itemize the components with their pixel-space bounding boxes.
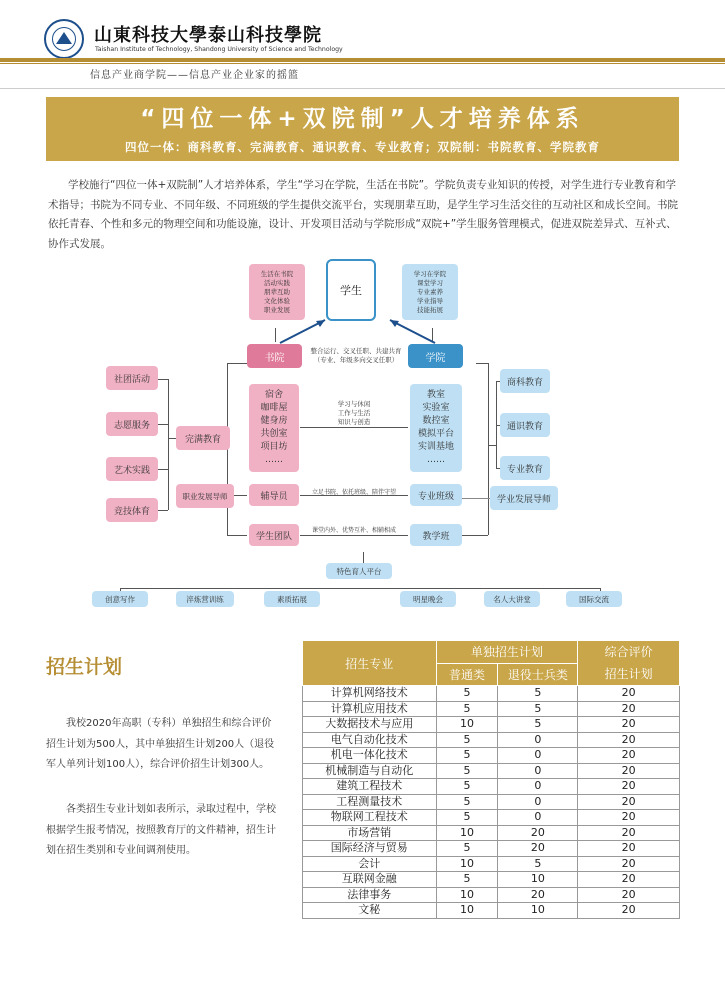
cell-comp: 20 bbox=[578, 686, 680, 702]
connector bbox=[300, 427, 408, 428]
table-row bbox=[303, 763, 680, 779]
header-divider bbox=[0, 58, 725, 62]
cell-veteran: 0 bbox=[498, 810, 578, 826]
cell-normal: 5 bbox=[436, 810, 498, 826]
header-divider-thin bbox=[0, 63, 725, 64]
cell-major: 市场营销 bbox=[303, 825, 437, 841]
table-row bbox=[303, 701, 680, 717]
cell-major: 工程测量技术 bbox=[303, 794, 437, 810]
school-name-en: Taishan Institute of Technology, Shandong University of Science and Technology bbox=[95, 46, 343, 53]
study-mentor-node: 学业发展导师 bbox=[490, 486, 558, 510]
cell-major: 互联网金融 bbox=[303, 872, 437, 888]
banner-subtitle: 四位一体：商科教育、完满教育、通识教育、专业教育；双院制：书院教育、学院教育 bbox=[125, 140, 600, 154]
cell-comp: 20 bbox=[578, 701, 680, 717]
cell-comp: 20 bbox=[578, 825, 680, 841]
table-row bbox=[303, 686, 680, 702]
team-note: 课堂内外、优势互补、相辅相成 bbox=[311, 527, 396, 534]
platform-node: 特色育人平台 bbox=[326, 563, 392, 579]
cell-major: 计算机应用技术 bbox=[303, 701, 437, 717]
cell-veteran: 5 bbox=[498, 686, 578, 702]
table-row bbox=[303, 748, 680, 764]
section-title: 招生计划 bbox=[46, 656, 123, 678]
cell-veteran: 20 bbox=[498, 841, 578, 857]
teach-class-node: 教学班 bbox=[410, 524, 462, 546]
cell-normal: 5 bbox=[436, 763, 498, 779]
cell-veteran: 20 bbox=[498, 825, 578, 841]
cell-major: 物联网工程技术 bbox=[303, 810, 437, 826]
cell-normal: 10 bbox=[436, 856, 498, 872]
cell-comp: 20 bbox=[578, 841, 680, 857]
divider bbox=[0, 88, 725, 89]
platform-item: 明星晚会 bbox=[400, 591, 456, 607]
counselor-note: 立足书院、依托班级、陪伴守望 bbox=[311, 489, 396, 496]
mid-note: 学习与休闲 工作与生活 知识与创造 bbox=[337, 400, 371, 426]
cell-major: 大数据技术与应用 bbox=[303, 717, 437, 733]
left-item: 社团活动 bbox=[106, 366, 158, 390]
table-row bbox=[303, 903, 680, 919]
shuyuan-node: 书院 bbox=[247, 344, 302, 368]
cell-comp: 20 bbox=[578, 748, 680, 764]
cell-major: 法律事务 bbox=[303, 887, 437, 903]
cell-veteran: 10 bbox=[498, 903, 578, 919]
cell-comp: 20 bbox=[578, 794, 680, 810]
right-item: 商科教育 bbox=[500, 369, 550, 393]
col-comp: 综合评价 招生计划 bbox=[578, 641, 680, 686]
platform-item: 国际交流 bbox=[566, 591, 622, 607]
top-note: 整合运行、交叉任职、共建共育 （专业、年级多向交叉任职） bbox=[310, 347, 402, 364]
school-name-cn: 山東科技大學泰山科技學院 bbox=[94, 25, 322, 46]
cell-major: 文秘 bbox=[303, 903, 437, 919]
table-row bbox=[303, 887, 680, 903]
table-row bbox=[303, 841, 680, 857]
major-class-node: 专业班级 bbox=[410, 484, 462, 506]
student-node: 学生 bbox=[326, 259, 376, 321]
enroll-paragraph: 我校2020年高职（专科）单独招生和综合评价招生计划为500人，其中单独招生计划200人（退役军人单列计划100人），综合评价招生计划300人。 bbox=[46, 718, 275, 770]
xueyuan-node: 学院 bbox=[408, 344, 463, 368]
intro-paragraph: 学校施行“四位一体+双院制”人才培养体系，学生“学习在学院，生活在书院”。学院负责专业知识的传授，对学生进行专业教育和学术指导；书院为不同专业、不同年级、不同班级的学生提供交流平台，实现朋辈互助，是学生学习生活交往的互动社区和成长空间。书院依托青春、个性和多元的物理空间和功能设施，设计、开发项目活动与学院形成“双院+”学生服务管理模式，促进双院差异式、互补式、协作式发展。 bbox=[48, 179, 678, 250]
platform-item: 名人大讲堂 bbox=[484, 591, 540, 607]
cell-comp: 20 bbox=[578, 903, 680, 919]
col-veteran: 退役士兵类 bbox=[498, 663, 578, 686]
right-item: 专业教育 bbox=[500, 456, 550, 480]
cell-veteran: 0 bbox=[498, 794, 578, 810]
cell-normal: 5 bbox=[436, 748, 498, 764]
cell-veteran: 0 bbox=[498, 763, 578, 779]
cell-comp: 20 bbox=[578, 810, 680, 826]
cell-normal: 5 bbox=[436, 701, 498, 717]
cell-major: 建筑工程技术 bbox=[303, 779, 437, 795]
table-row bbox=[303, 717, 680, 733]
table-row bbox=[303, 732, 680, 748]
shuyuan-spaces: 宿舍 咖啡屋 健身房 共创室 项目坊 …… bbox=[249, 384, 299, 472]
cell-normal: 10 bbox=[436, 825, 498, 841]
cell-veteran: 0 bbox=[498, 732, 578, 748]
cell-comp: 20 bbox=[578, 856, 680, 872]
table-row bbox=[303, 794, 680, 810]
cell-veteran: 5 bbox=[498, 856, 578, 872]
cell-normal: 5 bbox=[436, 794, 498, 810]
table-row bbox=[303, 872, 680, 888]
cell-normal: 10 bbox=[436, 887, 498, 903]
cell-veteran: 20 bbox=[498, 887, 578, 903]
cell-major: 机电一体化技术 bbox=[303, 748, 437, 764]
table-row bbox=[303, 779, 680, 795]
cell-veteran: 10 bbox=[498, 872, 578, 888]
counselor-node: 辅导员 bbox=[249, 484, 299, 506]
cell-normal: 5 bbox=[436, 841, 498, 857]
banner-title: “四位一体+双院制”人才培养体系 bbox=[140, 106, 585, 132]
cell-comp: 20 bbox=[578, 779, 680, 795]
cell-normal: 5 bbox=[436, 779, 498, 795]
cell-veteran: 5 bbox=[498, 701, 578, 717]
cell-major: 电气自动化技术 bbox=[303, 732, 437, 748]
cell-major: 会计 bbox=[303, 856, 437, 872]
platform-item: 创意写作 bbox=[92, 591, 148, 607]
col-major: 招生专业 bbox=[303, 641, 437, 686]
cell-normal: 5 bbox=[436, 686, 498, 702]
platform-item: 淬炼营训练 bbox=[176, 591, 234, 607]
connector bbox=[227, 363, 247, 364]
right-item: 通识教育 bbox=[500, 413, 550, 437]
cell-comp: 20 bbox=[578, 717, 680, 733]
table-row bbox=[303, 810, 680, 826]
team-node: 学生团队 bbox=[249, 524, 299, 546]
connector bbox=[227, 535, 247, 536]
cell-comp: 20 bbox=[578, 872, 680, 888]
cell-comp: 20 bbox=[578, 887, 680, 903]
cell-veteran: 5 bbox=[498, 717, 578, 733]
study-note: 学习在学院 课堂学习 专业素养 学业指导 技能拓展 bbox=[402, 264, 458, 320]
col-normal: 普通类 bbox=[436, 663, 498, 686]
life-note: 生活在书院 活动实践 朋辈互助 文化体验 职业发展 bbox=[249, 264, 305, 320]
connector bbox=[168, 379, 169, 510]
enroll-table bbox=[302, 640, 680, 919]
table-row bbox=[303, 856, 680, 872]
cell-normal: 10 bbox=[436, 717, 498, 733]
cell-normal: 10 bbox=[436, 903, 498, 919]
cell-normal: 5 bbox=[436, 872, 498, 888]
career-mentor-node: 职业发展导师 bbox=[176, 484, 234, 508]
table-row bbox=[303, 825, 680, 841]
wanman-node: 完满教育 bbox=[176, 426, 230, 450]
mountain-icon bbox=[56, 32, 72, 44]
cell-veteran: 0 bbox=[498, 779, 578, 795]
platform-item: 素质拓展 bbox=[264, 591, 320, 607]
left-item: 竞技体育 bbox=[106, 498, 158, 522]
left-item: 艺术实践 bbox=[106, 457, 158, 481]
slogan: 信息产业商学院——信息产业企业家的摇篮 bbox=[90, 70, 299, 81]
xueyuan-spaces: 教室 实验室 数控室 模拟平台 实训基地 …… bbox=[410, 384, 462, 472]
cell-normal: 5 bbox=[436, 732, 498, 748]
cell-comp: 20 bbox=[578, 732, 680, 748]
left-item: 志愿服务 bbox=[106, 412, 158, 436]
enroll-paragraph: 各类招生专业计划如表所示，录取过程中，学校根据学生报考情况，按照教育厅的文件精神，招生计划在招生类别和专业间调剂使用。 bbox=[46, 804, 276, 856]
cell-major: 国际经济与贸易 bbox=[303, 841, 437, 857]
cell-veteran: 0 bbox=[498, 748, 578, 764]
cell-comp: 20 bbox=[578, 763, 680, 779]
cell-major: 计算机网络技术 bbox=[303, 686, 437, 702]
col-single: 单独招生计划 bbox=[436, 641, 578, 664]
cell-major: 机械制造与自动化 bbox=[303, 763, 437, 779]
